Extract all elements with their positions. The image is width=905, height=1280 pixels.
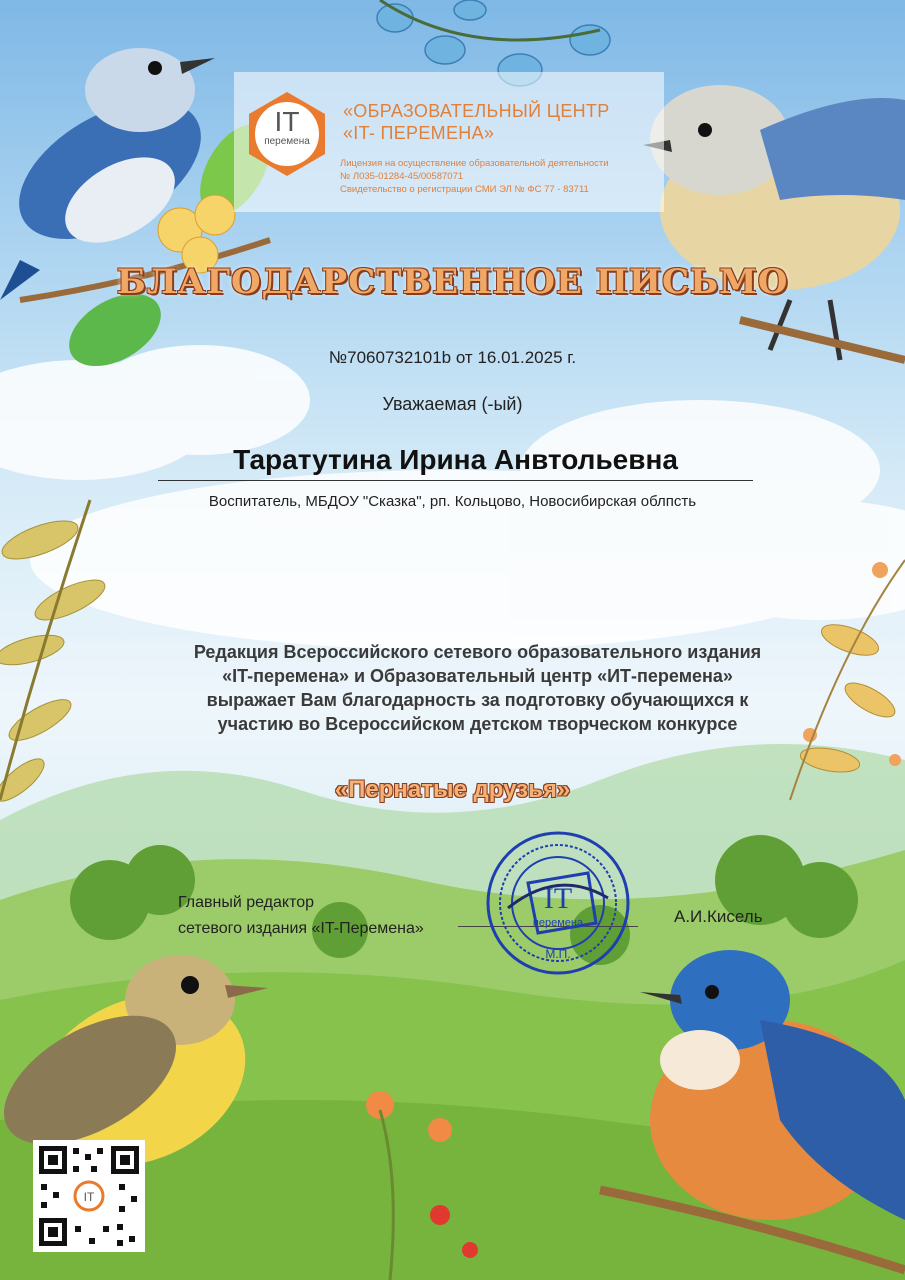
body-line: участию во Всероссийском детском творческом конкурсе [217, 714, 738, 734]
signature-name: А.И.Кисель [674, 907, 763, 926]
contest-name: «Пернатые друзья» [334, 776, 571, 803]
org-name [343, 100, 663, 144]
logo-it-text: IT [274, 106, 300, 137]
seal-sub-text: перемена [532, 917, 584, 929]
body-line: выражает Вам благодарность за подготовку обучающихся к [206, 690, 749, 710]
body-line: Редакция Всероссийского сетевого образовательного издания [193, 642, 762, 662]
body-text [140, 640, 815, 736]
bird-top-right-icon [643, 85, 905, 360]
license-line: № Л035-01284-45/00587071 [340, 171, 464, 182]
recipient-name: Таратутина Ирина Анвтольевна [233, 444, 678, 475]
license-info [340, 157, 670, 196]
recipient-underline [158, 480, 753, 481]
signature-label-line1: Главный редактор [178, 894, 315, 911]
license-line: Лицензия на осуществление образовательной деятельности [340, 158, 609, 169]
body-line: «IT-перемена» и Образовательный центр «ИТ-перемена» [222, 666, 733, 686]
seal-bottom-text: М.П. [545, 947, 571, 961]
logo-sub-text: перемена [264, 136, 310, 147]
official-seal-icon [468, 828, 648, 978]
qr-code-icon [33, 1140, 145, 1252]
qr-logo-text: IT [83, 1190, 95, 1204]
logo-label [254, 108, 320, 148]
recipient-position: Воспитатель, МБДОУ "Сказка", рп. Кольцово, Новосибирская облпсть [208, 493, 697, 510]
document-number: №7060732101b от 16.01.2025 г. [328, 348, 577, 367]
org-name-line2: «IT- ПЕРЕМЕНА» [343, 123, 495, 143]
signature-label-line2: сетевого издания «IT-Перемена» [178, 920, 424, 937]
license-line: Свидетельство о регистрации СМИ ЭЛ № ФС 77 - 83711 [340, 184, 589, 195]
seal-center-text: IT [543, 882, 573, 915]
signature-label [178, 890, 424, 942]
document-title: БЛАГОДАРСТВЕННОЕ ПИСЬМО [116, 262, 789, 302]
greeting: Уважаемая (-ый) [382, 394, 523, 414]
org-name-line1: «ОБРАЗОВАТЕЛЬНЫЙ ЦЕНТР [343, 101, 610, 121]
